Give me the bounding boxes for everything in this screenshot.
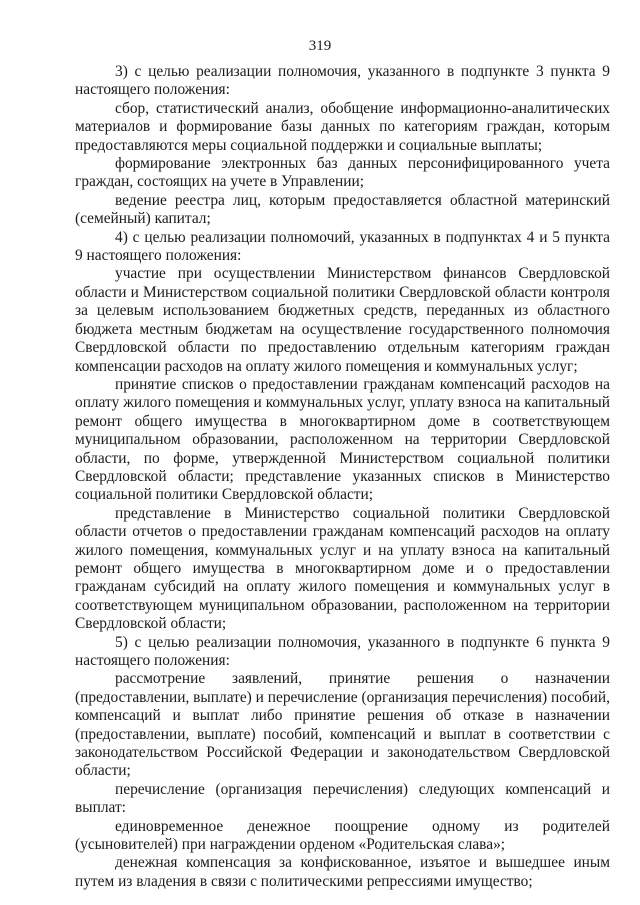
paragraph: рассмотрение заявлений, принятие решения о назначении (предоставлении, выплате) и перечисление (организация перечисления) пособий, компенсаций и выплат либо принятие решения об отказе в назначении (предоставлении, выплате) пособий, компенсаций и выплат в соответствии с законодательством Российской Федерации и законодательством Свердловской области; xyxy=(75,670,610,780)
paragraph: 5) с целью реализации полномочия, указанного в подпункте 6 пункта 9 настоящего положения: xyxy=(75,633,610,669)
paragraph: представление в Министерство социальной политики Свердловской области отчетов о предоставлении гражданам компенсаций расходов на оплату жилого помещения, коммунальных услуг и на уплату взноса на капитальный ремонт общего имущества в многоквартирном доме и о предоставлении гражданам субсидий на оплату жилого помещения и коммунальных услуг в соответствующем муниципальном образовании, расположенном на территории Свердловской области; xyxy=(75,504,610,633)
document-body xyxy=(75,63,610,891)
paragraph: 4) с целью реализации полномочий, указанных в подпунктах 4 и 5 пункта 9 настоящего положения: xyxy=(75,228,610,265)
page-number: 319 xyxy=(308,38,332,54)
paragraph: формирование электронных баз данных персонифицированного учета граждан, состоящих на учете в Управлении; xyxy=(75,155,610,191)
paragraph: 3) с целью реализации полномочия, указанного в подпункте 3 пункта 9 настоящего положения: xyxy=(75,63,610,99)
paragraph: денежная компенсация за конфискованное, изъятое и вышедшее иным путем из владения в связи с политическими репрессиями имущество; xyxy=(75,854,610,890)
paragraph: ведение реестра лиц, которым предоставляется областной материнский (семейный) капитал; xyxy=(75,191,610,228)
paragraph: сбор, статистический анализ, обобщение информационно-аналитических материалов и формирование базы данных по категориям граждан, которым предоставляются меры социальной поддержки и социальные выплаты; xyxy=(75,99,610,154)
paragraph: участие при осуществлении Министерством финансов Свердловской области и Министерством социальной политики Свердловской области контроля за целевым использованием бюджетных средств, переданных из областного бюджета местным бюджетам на осуществление государственного полномочия Свердловской области по предоставлению отдельным категориям граждан компенсации расходов на оплату жилого помещения и коммунальных услуг; xyxy=(75,265,610,375)
paragraph: принятие списков о предоставлении гражданам компенсаций расходов на оплату жилого помещения и коммунальных услуг, уплату взноса на капитальный ремонт общего имущества в многоквартирном доме в соответствующем муниципальном образовании, расположенном на территории Свердловской области, по форме, утвержденной Министерством социальной политики Свердловской области; представление указанных списков в Министерство социальной политики Свердловской области; xyxy=(75,375,610,504)
paragraph: перечисление (организация перечисления) следующих компенсаций и выплат: xyxy=(75,780,610,817)
paragraph: единовременное денежное поощрение одному из родителей (усыновителей) при награждении орденом «Родительская слава»; xyxy=(75,817,610,854)
